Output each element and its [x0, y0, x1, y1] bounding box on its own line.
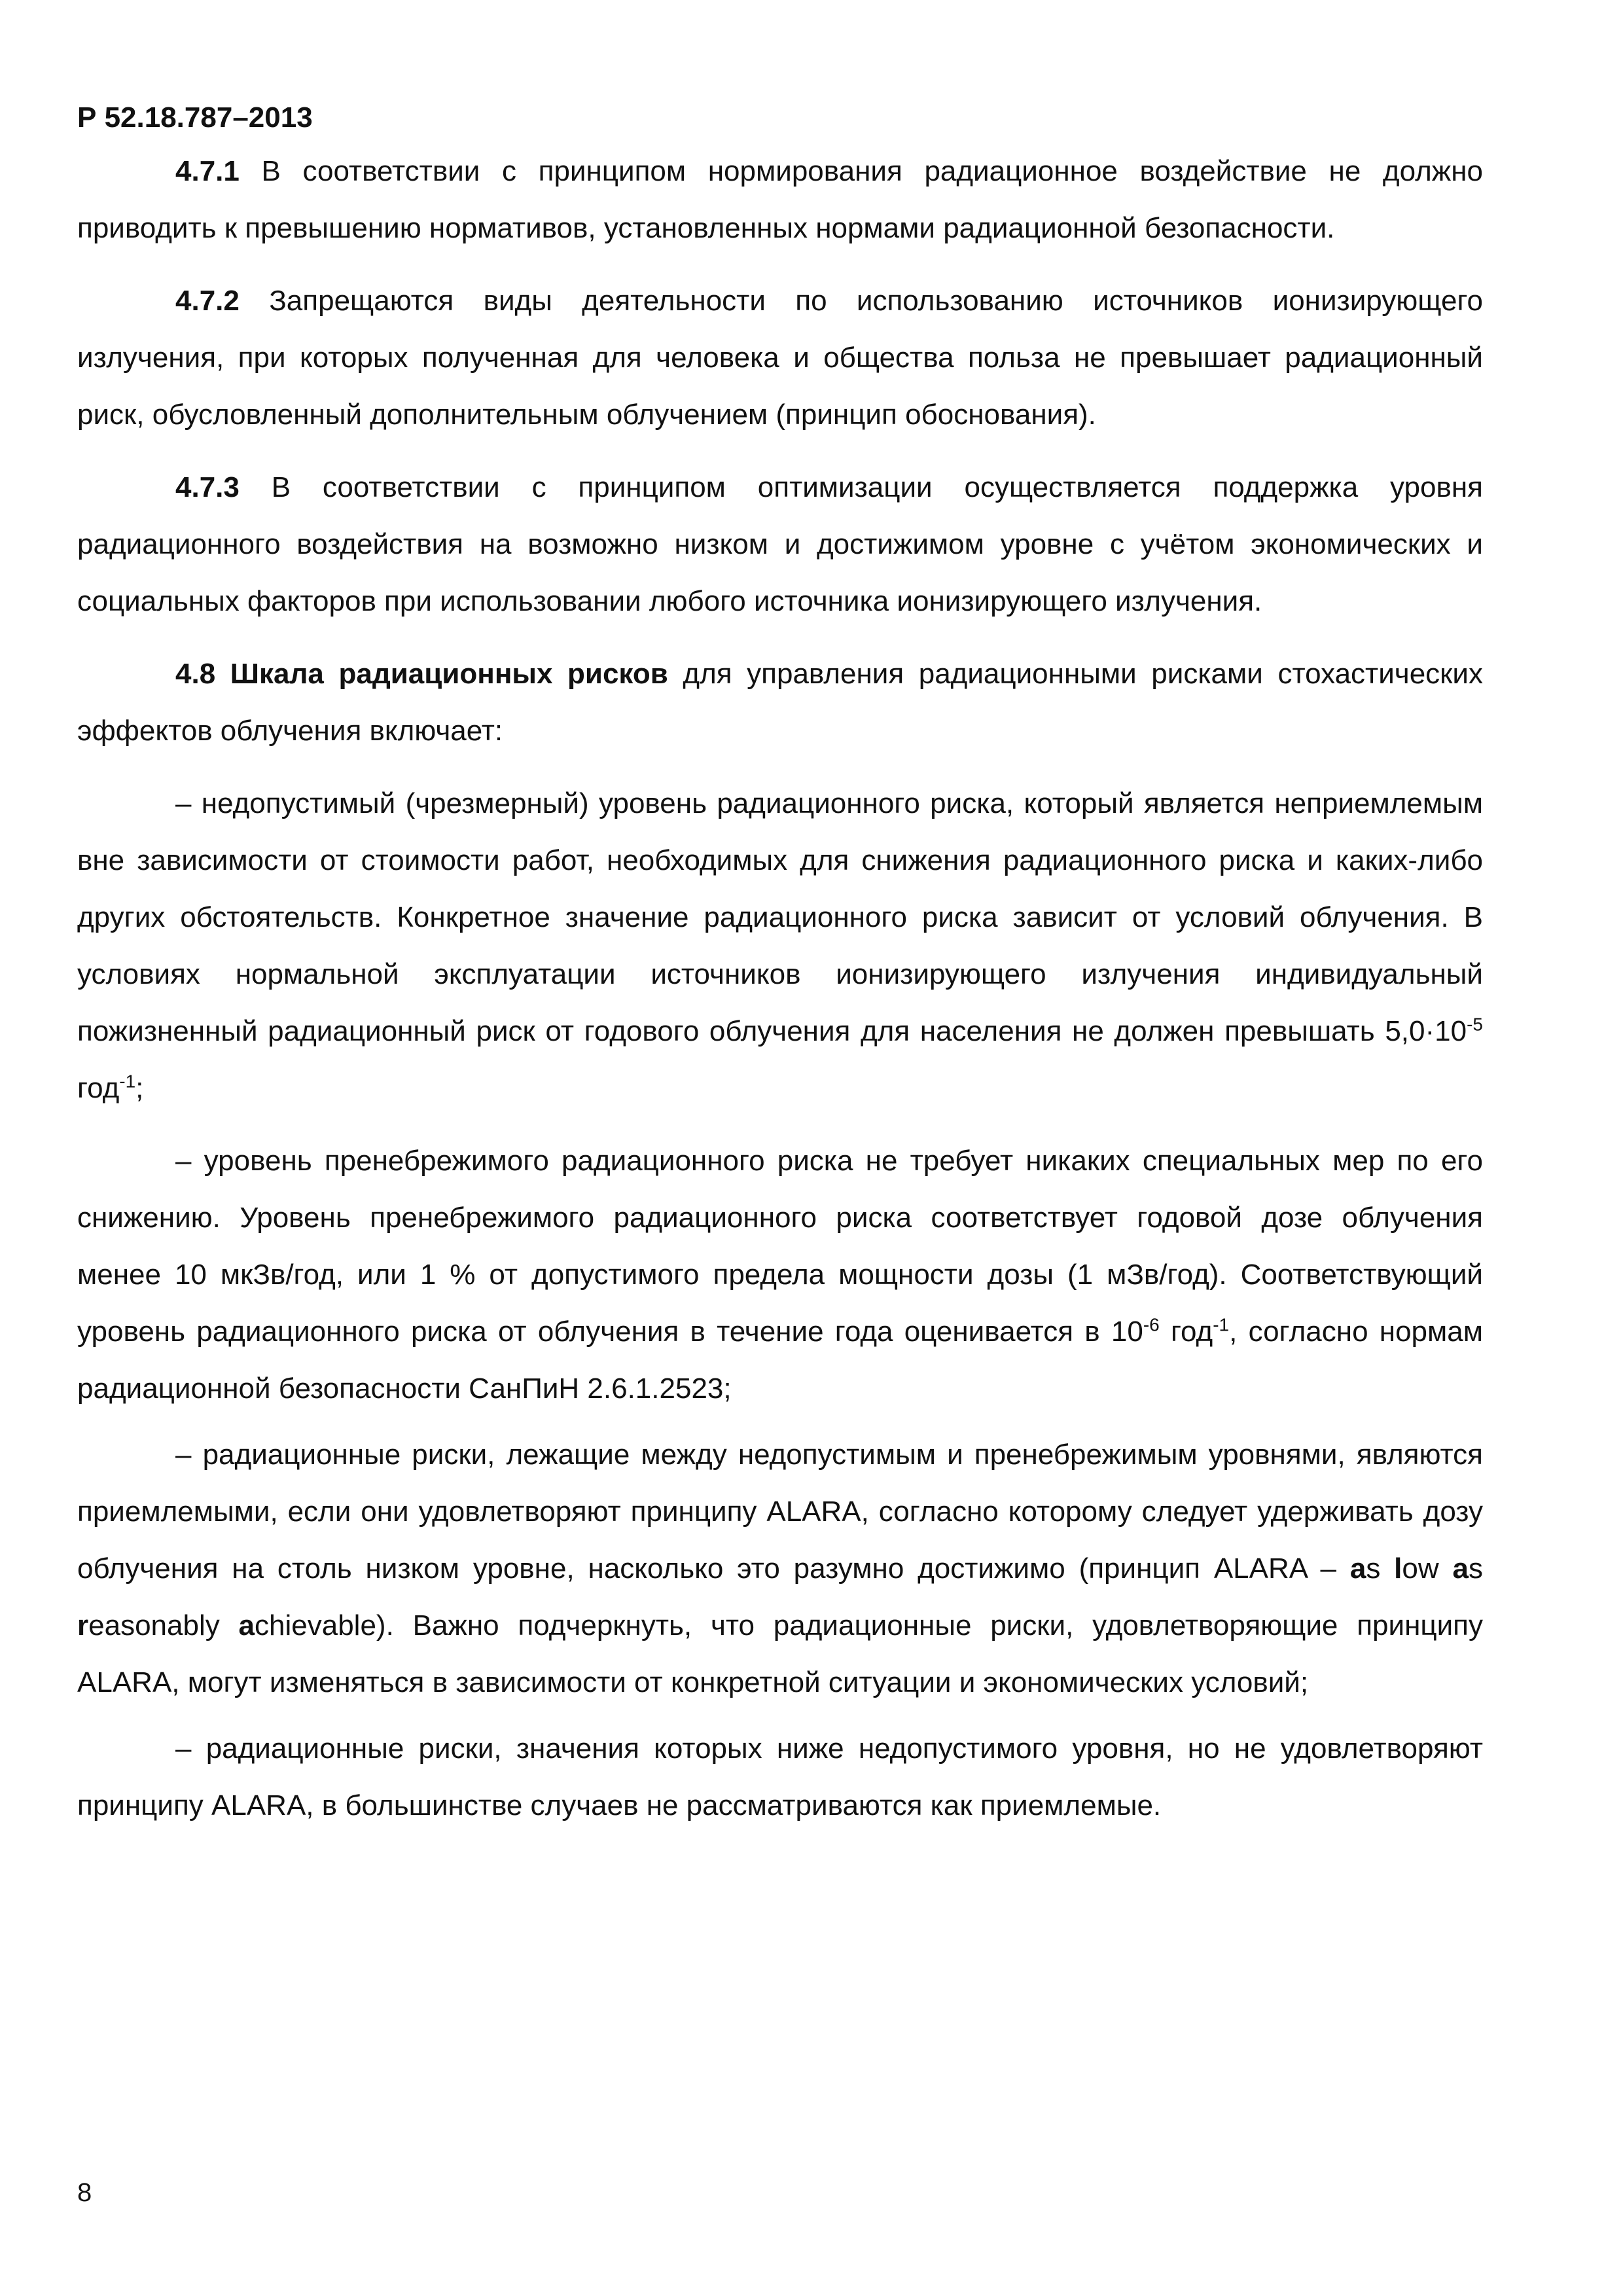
- alara-letter: r: [77, 1609, 89, 1641]
- section-number: 4.7.1: [175, 155, 240, 187]
- section-text: Запрещаются виды деятельности по использованию источников ионизирующего излучения, при которых полученная для человека и общества польза не превышает радиационный риск, обусловленный дополнительным облучением (принцип обоснования).: [77, 285, 1483, 431]
- list-item-text: – радиационные риски, лежащие между недопустимым и пренебрежимым уровнями, являются приемлемыми, если они удовлетворяют принципу ALARA, согласно которому следует удерживать дозу облучения на столь низком уровне, насколько это разумно достижимо (принцип ALARA –: [77, 1439, 1483, 1585]
- section-text: для управления радиационными рисками стохастических эффектов облучения включает:: [77, 658, 1484, 747]
- list-item-unacceptable-risk: [77, 775, 1483, 1117]
- list-item-not-alara: [77, 1720, 1483, 1834]
- list-item-text: ). Важно подчеркнуть, что радиационные риски, удовлетворяющие принципу ALARA, могут изменяться в зависимости от конкретной ситуации и экономических условий;: [77, 1609, 1483, 1698]
- unit-text: год: [1159, 1316, 1213, 1348]
- section-heading: 4.8 Шкала радиационных рисков: [175, 658, 668, 690]
- section-number: 4.7.2: [175, 285, 240, 317]
- alara-text: s: [1468, 1552, 1483, 1585]
- list-item-text: – уровень пренебрежимого радиационного риска не требует никаких специальных мер по его снижению. Уровень пренебрежимого радиационного риска соответствует годовой дозе облучения менее 10 мкЗв/год, или 1 % от допустимого предела мощности дозы (1 мЗв/год). Соответствующий уровень радиационного риска от облучения в течение года оценивается в 10: [77, 1145, 1483, 1348]
- section-number: 4.7.3: [175, 471, 240, 503]
- document-code-header: Р 52.18.787–2013: [77, 101, 313, 134]
- unit-text: год: [77, 1072, 120, 1104]
- exponent: -5: [1467, 1014, 1483, 1035]
- alara-letter: a: [1452, 1552, 1469, 1585]
- list-item-text: – радиационные риски, значения которых ниже недопустимого уровня, но не удовлетворяют принципу ALARA, в большинстве случаев не рассматриваются как приемлемые.: [77, 1732, 1483, 1821]
- section-4-7-2: [77, 272, 1483, 443]
- section-text: В соответствии с принципом нормирования радиационное воздействие не должно приводить к превышению нормативов, установленных нормами радиационной безопасности.: [77, 155, 1483, 244]
- alara-letter: a: [238, 1609, 255, 1641]
- list-item-acceptable-risk: [77, 1426, 1483, 1711]
- exponent: -1: [1213, 1314, 1230, 1335]
- section-4-7-1: [77, 143, 1483, 257]
- list-item-negligible-risk: [77, 1132, 1483, 1417]
- section-4-7-3: [77, 459, 1483, 630]
- section-text: В соответствии с принципом оптимизации осуществляется поддержка уровня радиационного воздействия на возможно низком и достижимом уровне с учётом экономических и социальных факторов при использовании любого источника ионизирующего излучения.: [77, 471, 1483, 617]
- page-number: 8: [77, 2178, 92, 2207]
- alara-letter: l: [1394, 1552, 1402, 1585]
- alara-text: chievable: [255, 1609, 376, 1641]
- alara-text: easonably: [88, 1609, 239, 1641]
- list-item-end: ;: [135, 1072, 144, 1104]
- section-4-8: [77, 645, 1483, 759]
- alara-letter: a: [1349, 1552, 1366, 1585]
- list-item-text: – недопустимый (чрезмерный) уровень радиационного риска, который является неприемлемым вне зависимости от стоимости работ, необходимых для снижения радиационного риска и каких-либо других обстоятельств. Конкретное значение радиационного риска зависит от условий облучения. В условиях нормальной эксплуатации источников ионизирующего излучения индивидуальный пожизненный радиационный риск от годового облучения для населения не должен превышать 5,0·10: [77, 787, 1483, 1047]
- exponent: -1: [119, 1071, 136, 1092]
- list-item-end: , согласно нормам радиационной безопасности СанПиН 2.6.1.2523;: [77, 1316, 1483, 1405]
- exponent: -6: [1143, 1314, 1160, 1335]
- alara-text: ow: [1402, 1552, 1453, 1585]
- document-body: [77, 143, 1483, 1843]
- alara-text: s: [1366, 1552, 1395, 1585]
